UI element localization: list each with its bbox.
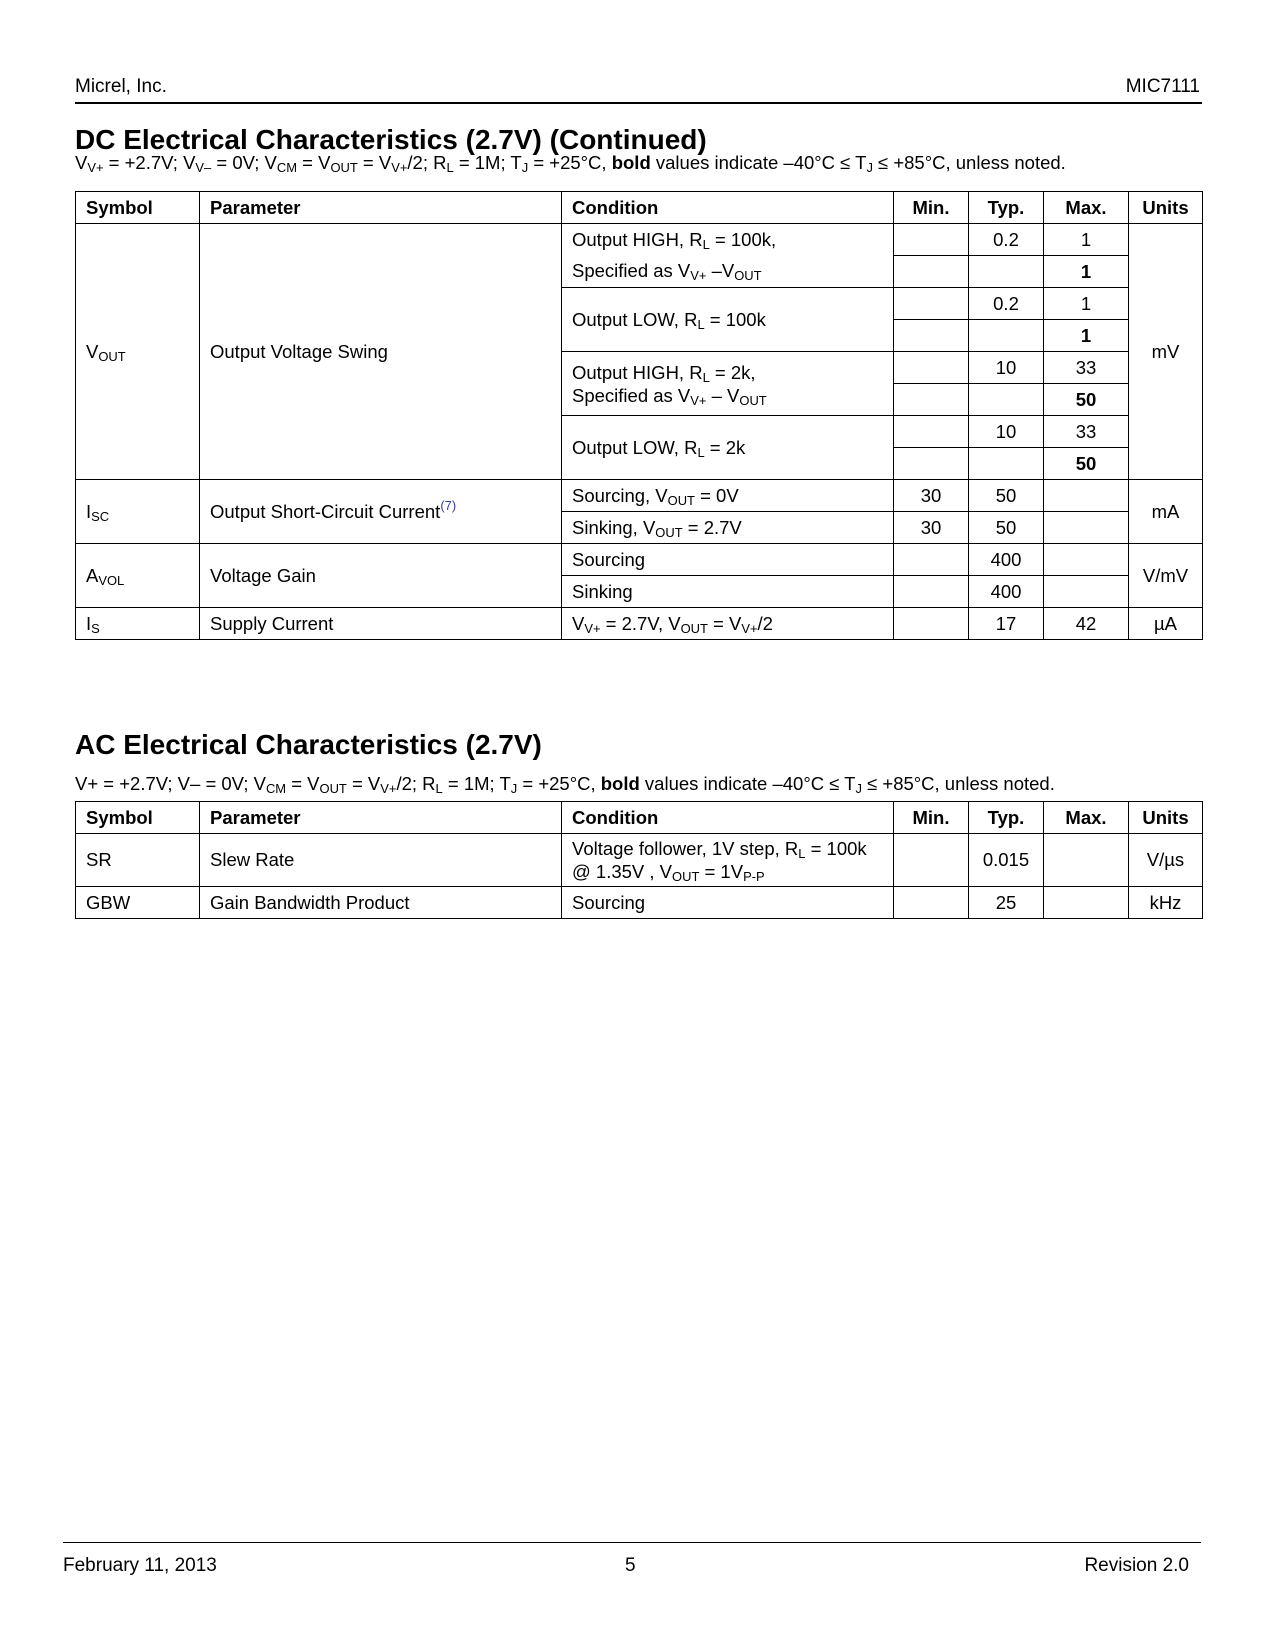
company-name: Micrel, Inc. (75, 76, 167, 97)
page-number: 5 (625, 1555, 636, 1576)
col-parameter: Parameter (200, 192, 562, 224)
table-row: SR Slew Rate Voltage follower, 1V step, $R_L = 100k$ @ 1.35V , $V_{OUT} = 1V_{P-P}$ 0.015 V/µs (76, 834, 1203, 887)
condition-cell: Output HIGH, $R_L = 100k$, (562, 224, 894, 256)
revision: Revision 2.0 (1084, 1555, 1189, 1576)
table-row: $V_{OUT}$ Output Voltage Swing Output HIGH, $R_L = 100k$, 0.2 1 mV (76, 224, 1203, 256)
condition-cell: Voltage follower, 1V step, $R_L = 100k$ @ 1.35V , $V_{OUT} = 1V_{P-P}$ (562, 834, 894, 887)
table-row: Sinking, $V_{OUT} = 2.7V$ 30 50 (76, 512, 1203, 544)
table-row: $I_{SC}$ Output Short-Circuit Current$^{(7)}$ Sourcing, $V_{OUT} = 0V$ 30 50 mA (76, 480, 1203, 512)
table-row: 50 (76, 384, 1203, 416)
page-header (75, 76, 1202, 104)
table-row: GBW Gain Bandwidth Product Sourcing 25 kHz (76, 887, 1203, 919)
col-max: Max. (1044, 192, 1129, 224)
table-row: 50 (76, 448, 1203, 480)
param-short-circuit-current: Output Short-Circuit Current$^{(7)}$ (200, 480, 562, 544)
col-symbol: Symbol (76, 192, 200, 224)
table-header-row (76, 192, 1203, 224)
col-typ: Typ. (969, 192, 1044, 224)
col-condition: Condition (562, 192, 894, 224)
col-min: Min. (894, 192, 969, 224)
ac-section-title: AC Electrical Characteristics (2.7V) (75, 729, 542, 760)
table-row: Specified as $V_{V+}$ $-V_{OUT}$ 1 (76, 256, 1203, 288)
condition-cell: Specified as $V_{V+}$ $-V_{OUT}$ (562, 256, 894, 288)
condition-cell: Output HIGH, $R_L = 2k$, Specified as $V_{V+} - V_{OUT}$ (562, 352, 894, 416)
part-number: MIC7111 (1125, 76, 1200, 97)
table-row: $A_{VOL}$ Voltage Gain Sourcing 400 V/mV (76, 544, 1203, 576)
ac-characteristics-table (75, 801, 1203, 919)
dc-test-conditions: $V_{V+} = +2.7V$; $V_{V-} = 0V$; $V_{CM} = V_{OUT} = V_{V+}/2$; $R_L = 1M$; $T_J = +25^\circ C$, bold values indicate $-40^\circ C \le T_J \le +85^\circ C$, unless noted. (75, 152, 1066, 175)
symbol-is: $I_S$ (76, 608, 200, 640)
symbol-vout: $V_{OUT}$ (76, 224, 200, 480)
table-row: Sinking 400 (76, 576, 1203, 608)
page-footer (63, 1542, 1201, 1576)
col-units: Units (1129, 192, 1203, 224)
footer-date: February 11, 2013 (63, 1555, 217, 1576)
symbol-avol: $A_{VOL}$ (76, 544, 200, 608)
condition-cell: Output LOW, $R_L = 2k$ (562, 416, 894, 480)
dc-characteristics-table (75, 191, 1203, 640)
condition-cell: Sinking (562, 576, 894, 608)
ac-test-conditions: V+ = +2.7V; V– = 0V; $V_{CM} = V_{OUT} = V_{V+}/2$; $R_L = 1M$; $T_J = +25^\circ C$, bold values indicate $-40^\circ C \le T_J \le +85^\circ C$, unless noted. (75, 773, 1055, 796)
table-row: Output LOW, $R_L = 100k$ 0.2 1 (76, 288, 1203, 320)
table-header-row: Symbol Parameter Condition Min. Typ. Max. Units (76, 802, 1203, 834)
table-row: 1 (76, 320, 1203, 352)
condition-cell: Sinking, $V_{OUT} = 2.7V$ (562, 512, 894, 544)
units-ua: µA (1129, 608, 1203, 640)
dc-section-title: DC Electrical Characteristics (2.7V) (Continued) (75, 124, 707, 155)
param-supply-current: Supply Current (200, 608, 562, 640)
symbol-isc: $I_{SC}$ (76, 480, 200, 544)
units-v-mv: V/mV (1129, 544, 1203, 608)
table-row: Output LOW, $R_L = 2k$ 10 33 (76, 416, 1203, 448)
table-row: Output HIGH, $R_L = 2k$, Specified as $V_{V+} - V_{OUT}$ 10 33 (76, 352, 1203, 384)
param-output-voltage-swing: Output Voltage Swing (200, 224, 562, 480)
condition-cell: Output LOW, $R_L = 100k$ (562, 288, 894, 352)
units-mv: mV (1129, 224, 1203, 480)
table-row: $I_S$ Supply Current $V_{V+} = 2.7V$, $V_{OUT} = V_{V+}/2$ 17 42 µA (76, 608, 1203, 640)
condition-cell: Sourcing (562, 544, 894, 576)
condition-cell: $V_{V+} = 2.7V$, $V_{OUT} = V_{V+}/2$ (562, 608, 894, 640)
condition-cell: Sourcing, $V_{OUT} = 0V$ (562, 480, 894, 512)
param-voltage-gain: Voltage Gain (200, 544, 562, 608)
units-ma: mA (1129, 480, 1203, 544)
